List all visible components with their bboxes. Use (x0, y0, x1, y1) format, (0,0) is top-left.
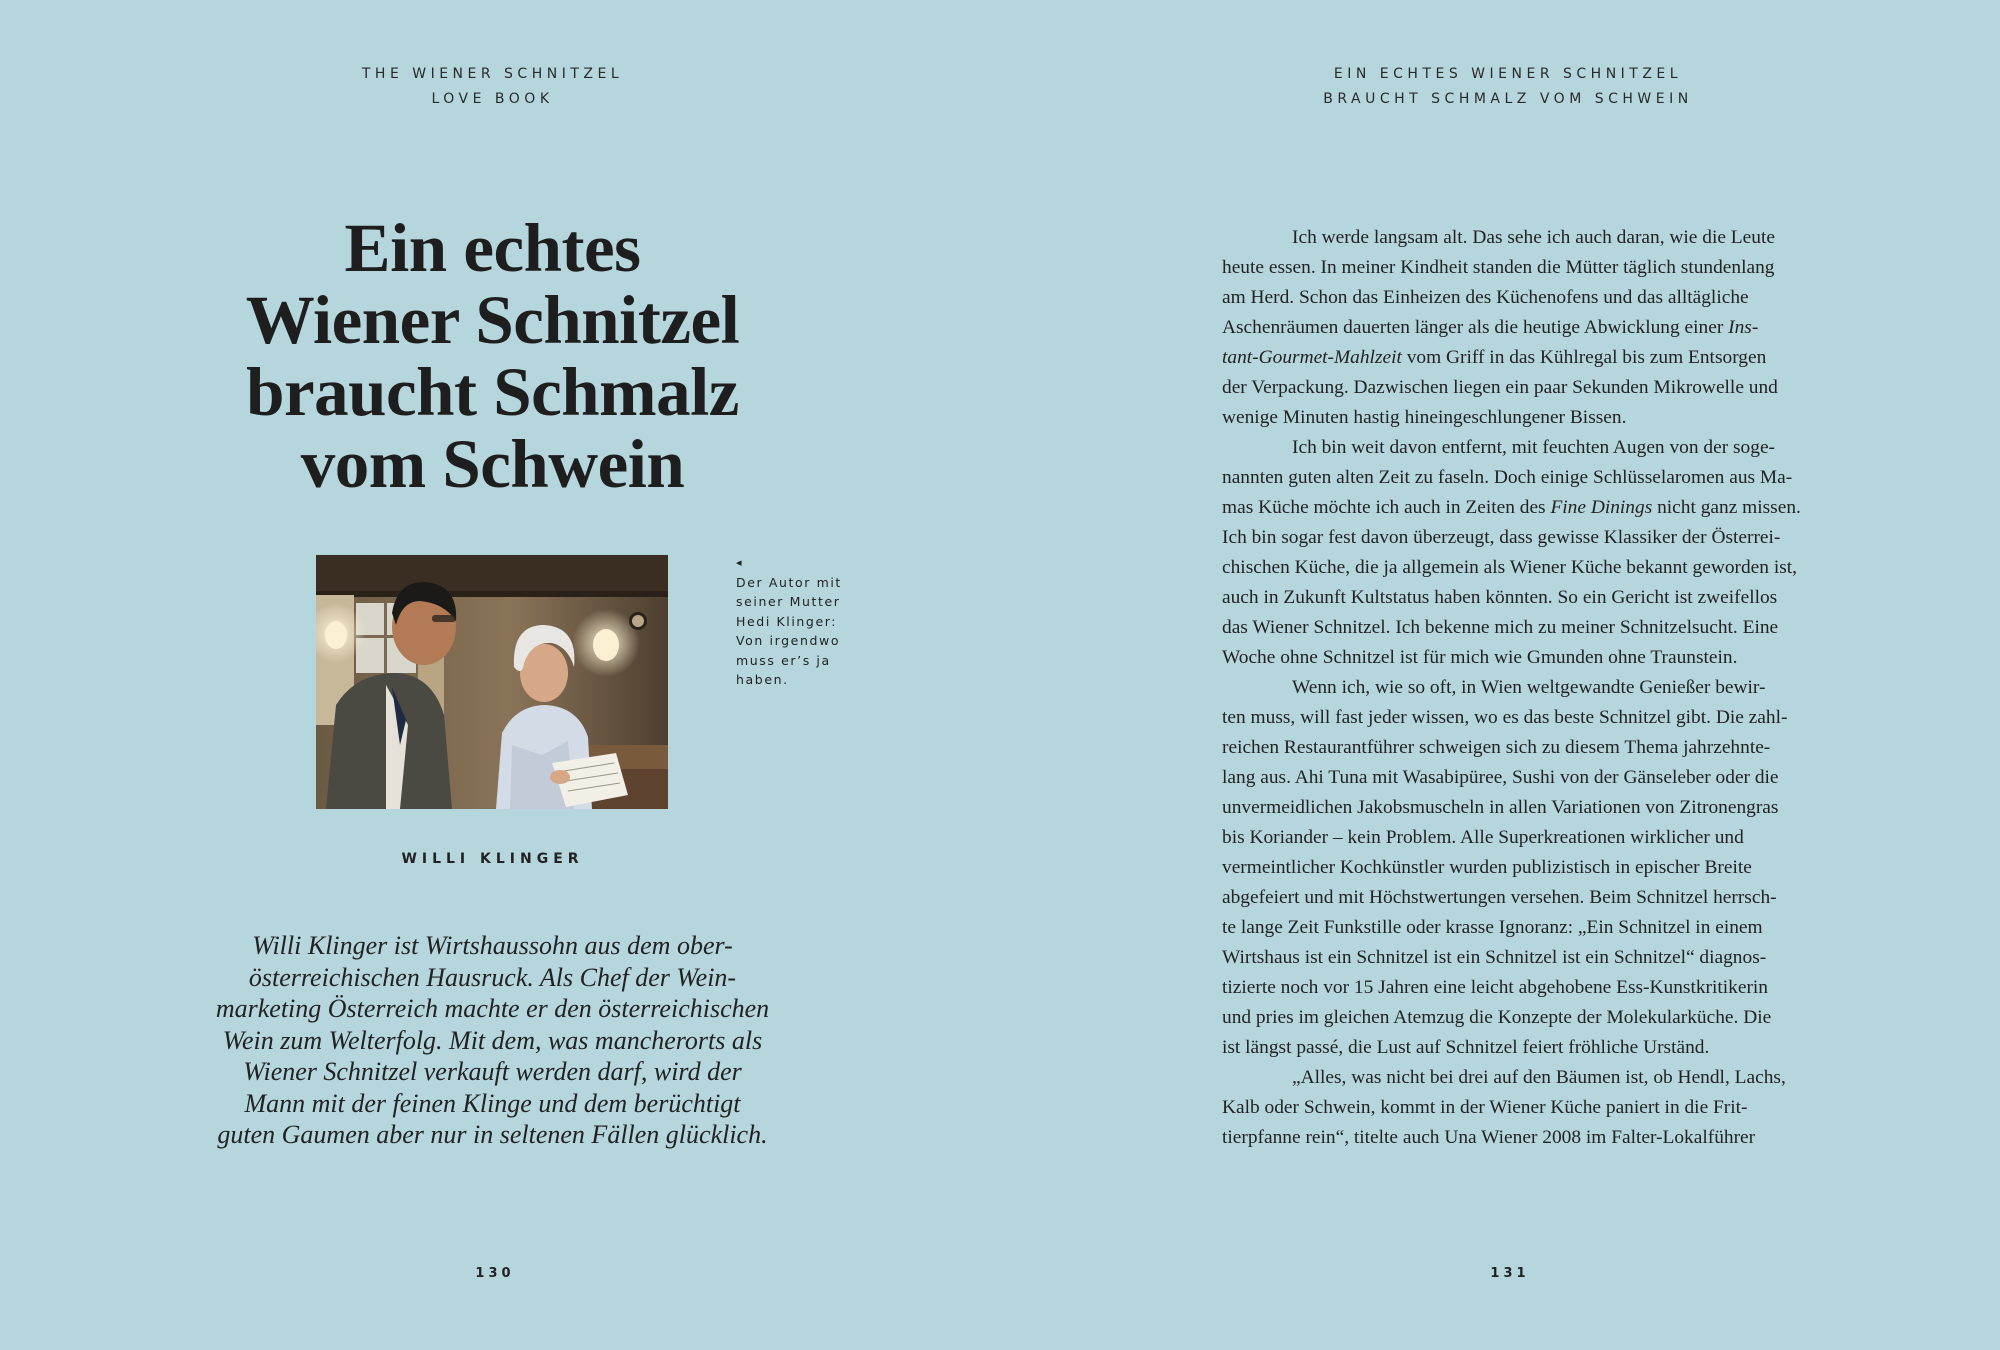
body-line (1222, 253, 1797, 283)
running-head-line: BRAUCHT SCHMALZ VOM SCHWEIN (1323, 91, 1693, 107)
body-run: Kalb oder Schwein, kommt in der Wiener Küche paniert in die Frit- (1222, 1097, 1748, 1118)
body-line (1222, 943, 1797, 973)
body-line (1222, 403, 1797, 433)
caption-arrow-icon: ◂ (736, 556, 744, 569)
bio-line: Mann mit der feinen Klinge und dem berüchtigt (244, 1088, 741, 1118)
body-run: „Alles, was nicht bei drei auf den Bäumen ist, ob Hendl, Lachs, (1292, 1067, 1786, 1088)
chapter-title (0, 212, 985, 500)
body-run: Aschenräumen dauerten länger als die heutige Abwicklung einer (1222, 317, 1729, 338)
author-bio (190, 930, 795, 1151)
body-run: tizierte noch vor 15 Jahren eine leicht abgehobene Ess-Kunstkritikerin (1222, 977, 1768, 998)
body-run: das Wiener Schnitzel. Ich bekenne mich zu meiner Schnitzelsucht. Eine (1222, 617, 1779, 638)
running-head-line: THE WIENER SCHNITZEL (361, 66, 624, 82)
bio-line: Willi Klinger ist Wirtshaussohn aus dem ober- (252, 931, 733, 960)
body-run: chischen Küche, die ja allgemein als Wiener Küche bekannt geworden ist, (1222, 557, 1797, 578)
caption-line: Der Autor mit (736, 574, 842, 590)
body-line (1222, 643, 1797, 673)
body-line (1222, 793, 1797, 823)
body-line (1222, 523, 1797, 553)
bio-line: marketing Österreich machte er den österreichischen (215, 994, 770, 1023)
body-line (1222, 1123, 1797, 1153)
page-number-right: 131 (1490, 1266, 1530, 1281)
body-run: vom Griff in das Kühlregal bis zum Entsorgen (1401, 347, 1767, 368)
caption-line: seiner Mutter (736, 594, 841, 609)
page-number-left: 130 (475, 1266, 515, 1281)
body-line (1222, 313, 1797, 343)
bio-line: guten Gaumen aber nur in seltenen Fällen glücklich. (217, 1120, 768, 1149)
chapter-title-line: braucht Schmalz (246, 354, 739, 430)
body-run: nannten guten alten Zeit zu faseln. Doch einige Schlüsselaromen aus Ma- (1222, 467, 1793, 488)
body-line (1222, 823, 1797, 853)
chapter-title-line: Ein echtes (344, 210, 641, 286)
caption-line: haben. (736, 672, 789, 687)
chapter-title-line: vom Schwein (300, 426, 685, 502)
chapter-title-line: Wiener Schnitzel (245, 282, 740, 358)
body-line (1222, 283, 1797, 313)
body-run: mas Küche möchte ich auch in Zeiten des (1222, 497, 1551, 518)
caption-line: Von irgendwo (736, 633, 841, 648)
body-run: bis Koriander – kein Problem. Alle Superkreationen wirklicher und (1222, 827, 1744, 848)
body-line (1222, 1063, 1797, 1093)
body-line (1222, 553, 1797, 583)
body-line (1222, 673, 1797, 703)
body-run: der Verpackung. Dazwischen liegen ein paar Sekunden Mikrowelle und (1222, 377, 1778, 398)
body-line (1222, 1003, 1797, 1033)
body-run: Wirtshaus ist ein Schnitzel ist ein Schnitzel ist ein Schnitzel“ diagnos- (1222, 947, 1767, 968)
body-run: tierpfanne rein“, titelte auch Una Wiener 2008 im Falter-Lokalführer (1222, 1127, 1756, 1148)
body-line (1222, 763, 1797, 793)
body-line (1222, 613, 1797, 643)
body-line (1222, 703, 1797, 733)
body-line (1222, 853, 1797, 883)
photo-caption (736, 553, 866, 690)
body-run: reichen Restaurantführer schweigen sich zu diesem Thema jahrzehnte- (1222, 737, 1771, 758)
body-line (1222, 433, 1797, 463)
right-page (1000, 0, 2000, 1350)
body-line (1222, 1033, 1797, 1063)
bio-line: österreichischen Hausruck. Als Chef der Wein- (248, 962, 737, 992)
body-line (1222, 223, 1797, 253)
body-run: Woche ohne Schnitzel ist für mich wie Gmunden ohne Traunstein. (1222, 647, 1738, 668)
running-head-line: LOVE BOOK (431, 91, 554, 107)
body-line (1222, 913, 1797, 943)
body-run: Ich bin weit davon entfernt, mit feuchten Augen von der soge- (1292, 437, 1776, 458)
body-emphasis: tant-Gourmet-Mahlzeit (1222, 347, 1402, 368)
body-line (1222, 733, 1797, 763)
body-run: lang aus. Ahi Tuna mit Wasabipüree, Sushi von der Gänseleber oder die (1222, 767, 1779, 788)
body-run: am Herd. Schon das Einheizen des Küchenofens und das alltägliche (1222, 287, 1749, 308)
body-line (1222, 373, 1797, 403)
body-run: ist längst passé, die Lust auf Schnitzel feiert fröhliche Urständ. (1222, 1037, 1710, 1058)
running-head-left (0, 62, 985, 112)
caption-line: muss er’s ja (736, 652, 831, 668)
body-emphasis: Ins- (1728, 317, 1759, 338)
bio-line: Wiener Schnitzel verkauft werden darf, wird der (243, 1057, 742, 1086)
body-run: und pries im gleichen Atemzug die Konzepte der Molekularküche. Die (1222, 1007, 1772, 1028)
running-head-right (1000, 62, 2000, 112)
body-line (1222, 973, 1797, 1003)
author-photo (316, 555, 668, 809)
body-line (1222, 463, 1797, 493)
body-run: vermeintlicher Kochkünstler wurden publizistisch in epischer Breite (1222, 857, 1752, 878)
body-line (1222, 1093, 1797, 1123)
body-run: ten muss, will fast jeder wissen, wo es das beste Schnitzel gibt. Die zahl- (1222, 707, 1788, 728)
body-line (1222, 343, 1797, 373)
body-run: wenige Minuten hastig hineingeschlungener Bissen. (1222, 407, 1627, 428)
body-run: unvermeidlichen Jakobsmuscheln in allen Variationen von Zitronengras (1222, 797, 1779, 818)
bio-line: Wein zum Welterfolg. Mit dem, was mancherorts als (222, 1025, 763, 1055)
body-run: abgefeiert und mit Höchstwertungen versehen. Beim Schnitzel herrsch- (1222, 887, 1777, 908)
body-run: te lange Zeit Funkstille oder krasse Ignoranz: „Ein Schnitzel in einem (1222, 917, 1763, 938)
body-line (1222, 583, 1797, 613)
running-head-line: EIN ECHTES WIENER SCHNITZEL (1333, 66, 1683, 82)
body-run: heute essen. In meiner Kindheit standen die Mütter täglich stundenlang (1222, 257, 1775, 278)
body-line (1222, 493, 1801, 523)
body-text (1222, 223, 1801, 1153)
body-run: auch in Zukunft Kultstatus haben könnten. So ein Gericht ist zweifellos (1222, 587, 1778, 608)
body-run: Wenn ich, wie so oft, in Wien weltgewandte Genießer bewir- (1292, 677, 1766, 698)
caption-line: Hedi Klinger: (736, 613, 838, 629)
author-name: WILLI KLINGER (401, 851, 584, 867)
body-run: Ich werde langsam alt. Das sehe ich auch daran, wie die Leute (1292, 227, 1775, 248)
body-emphasis: Fine Dinings (1550, 497, 1653, 518)
body-line (1222, 883, 1797, 913)
body-run: Ich bin sogar fest davon überzeugt, dass gewisse Klassiker der Österrei- (1222, 527, 1781, 548)
body-run: nicht ganz missen. (1652, 497, 1801, 518)
